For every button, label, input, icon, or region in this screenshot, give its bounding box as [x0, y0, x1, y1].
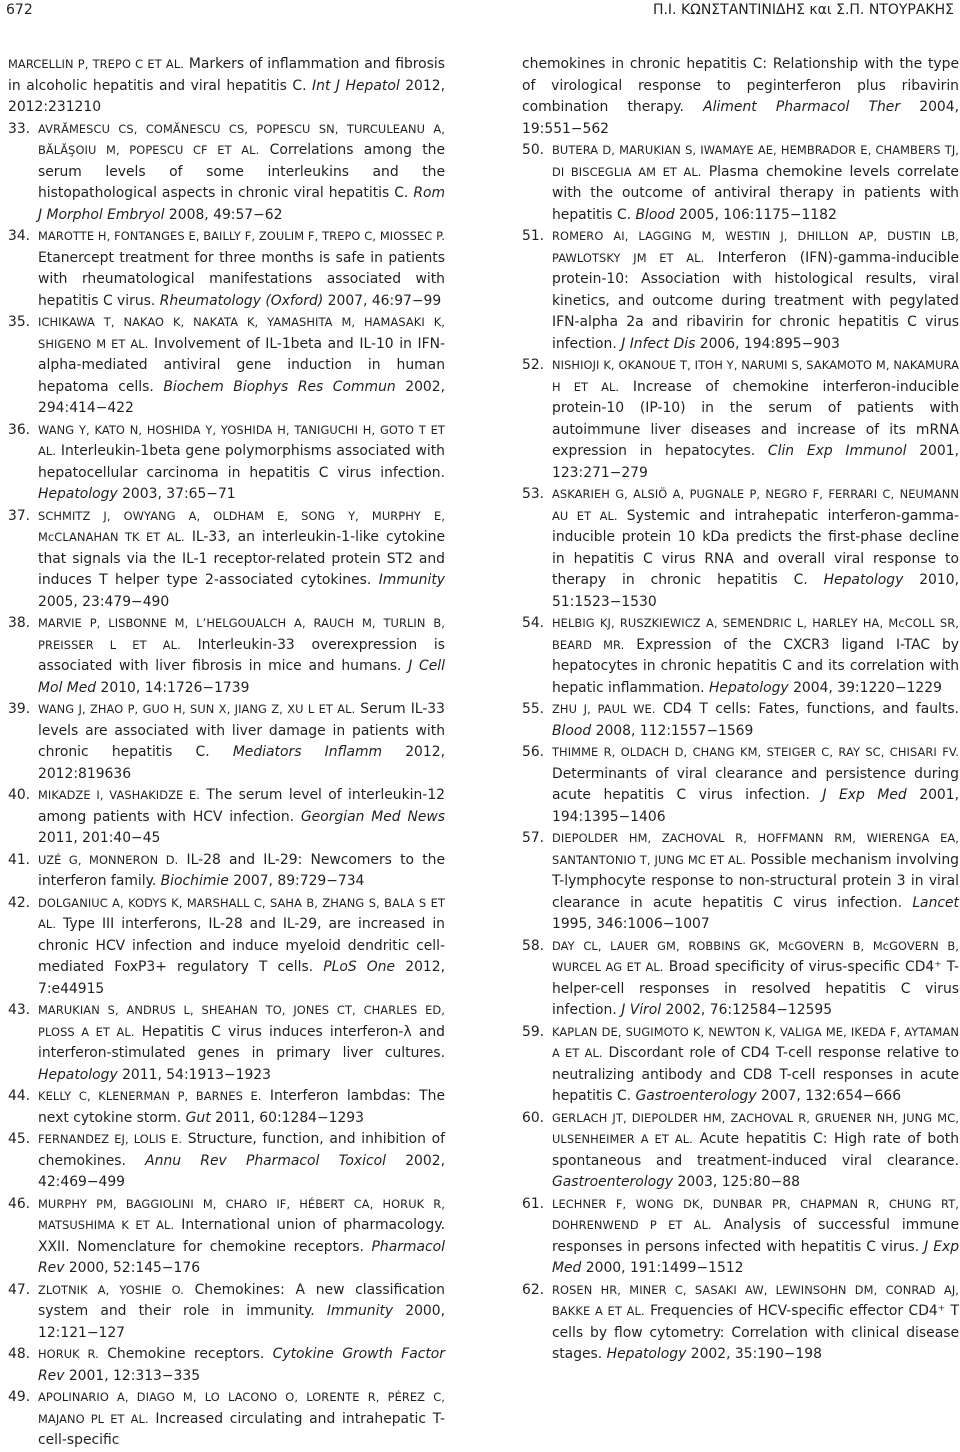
- reference-item: [8, 613, 445, 699]
- reference-number: 57.: [522, 830, 545, 846]
- reference-journal: Int J Hepatol: [312, 77, 400, 94]
- reference-citation: 2002, 294:414−422: [38, 378, 446, 416]
- reference-title: Interferon (IFN)-gamma-inducible protein-10: Association with histological results, viral kinetics, and outcome during treatment with pegylated IFN-alpha 2a and ribavirin for chronic hepatitis C virus infection.: [552, 249, 959, 352]
- reference-number: 44.: [8, 1088, 31, 1104]
- reference-item: [522, 226, 959, 355]
- reference-journal: J Infect Dis: [621, 335, 696, 352]
- reference-item: [8, 850, 445, 893]
- reference-title: Chemokines: A new classification system and their role in immunity.: [38, 1281, 445, 1319]
- reference-item: [522, 355, 959, 484]
- reference-number: 42.: [8, 894, 31, 911]
- reference-citation: 2010, 51:1523−1530: [552, 572, 959, 610]
- reference-title: Interleukin-33 overexpression is associated with liver fibrosis in mice and humans.: [38, 636, 445, 674]
- reference-title: The serum level of interleukin-12 among patients with HCV infection.: [38, 787, 445, 825]
- reference-authors: AVRĂMESCU CS, COMĂNESCU CS, POPESCU SN, TURCULEANU A, BĂLĂŞOIU M, POPESCU CF ET AL.: [38, 121, 445, 157]
- reference-number: 43.: [8, 1002, 31, 1018]
- reference-item: [522, 699, 959, 742]
- reference-number: 55.: [522, 701, 545, 717]
- reference-authors: MURPHY PM, BAGGIOLINI M, CHARO IF, HÉBERT CA, HORUK R, MATSUSHIMA K ET AL.: [38, 1196, 445, 1232]
- reference-title: Involvement of IL-1beta and IL-10 in IFN-alpha-mediated antiviral gene induction in human hepatoma cells.: [38, 335, 445, 395]
- reference-title: Systemic and intrahepatic interferon-gamma-inducible protein 10 kDa predicts the first-phase decline in hepatitis C virus RNA and overall viral response to therapy in chronic hepatitis C.: [552, 507, 960, 588]
- reference-citation: 2000, 52:145−176: [64, 1260, 201, 1276]
- reference-citation: 2004, 39:1220−1229: [788, 679, 942, 696]
- reference-item: [8, 893, 445, 1001]
- reference-number: 34.: [8, 228, 31, 244]
- reference-authors: ZHU J, PAUL WE.: [552, 702, 656, 716]
- reference-authors: APOLINARIO A, DIAGO M, LO LACONO O, LORENTE R, PÉREZ C, MAJANO PL ET AL.: [38, 1390, 445, 1426]
- reference-number: 53.: [522, 486, 545, 502]
- reference-authors: DIEPOLDER HM, ZACHOVAL R, HOFFMANN RM, WIERENGA EA, SANTANTONIO T, JUNG MC ET AL.: [552, 831, 959, 867]
- reference-number: 45.: [8, 1131, 31, 1147]
- reference-journal: Hepatology: [823, 572, 904, 588]
- reference-journal: Gut: [185, 1109, 211, 1126]
- reference-citation: 2011, 54:1913−1923: [117, 1066, 271, 1083]
- reference-title: Acute hepatitis C: High rate of both spontaneous and treatment-induced viral clearance.: [552, 1131, 959, 1169]
- reference-citation: 2002, 76:12584−12595: [661, 1002, 833, 1018]
- reference-citation: 2012, 7:e44915: [38, 959, 445, 997]
- reference-number: 35.: [8, 314, 31, 330]
- reference-item: [522, 54, 959, 140]
- reference-number: 41.: [8, 851, 31, 868]
- reference-number: 52.: [522, 357, 545, 373]
- reference-citation: 2004, 19:551−562: [522, 99, 959, 137]
- reference-item: [8, 1086, 445, 1129]
- reference-citation: 2010, 14:1726−1739: [96, 679, 250, 696]
- reference-item: [522, 1280, 959, 1366]
- reference-number: 51.: [522, 228, 545, 244]
- reference-citation: 2008, 112:1557−1569: [591, 722, 754, 739]
- reference-citation: 2001, 12:313−335: [64, 1367, 201, 1384]
- reference-authors: MARUKIAN S, ANDRUS L, SHEAHAN TO, JONES CT, CHARLES ED, PLOSS A ET AL.: [38, 1003, 445, 1039]
- reference-number: 56.: [522, 744, 545, 760]
- reference-title: Hepatitis C virus induces interferon-λ and interferon-stimulated genes in primary liver cultures.: [38, 1023, 445, 1061]
- reference-citation: 2001, 194:1395−1406: [552, 787, 959, 825]
- reference-journal: Pharmacol Rev: [38, 1238, 445, 1276]
- reference-authors: NISHIOJI K, OKANOUE T, ITOH Y, NARUMI S, SAKAMOTO M, NAKAMURA H ET AL.: [552, 358, 959, 394]
- reference-number: 50.: [522, 142, 545, 158]
- reference-authors: KAPLAN DE, SUGIMOTO K, NEWTON K, VALIGA ME, IKEDA F, AYTAMAN A ET AL.: [552, 1024, 959, 1060]
- reference-authors: MAROTTE H, FONTANGES E, BAILLY F, ZOULIM F, TREPO C, MIOSSEC P.: [38, 229, 445, 243]
- reference-authors: MARCELLIN P, TREPO C ET AL.: [8, 57, 184, 71]
- reference-journal: Aliment Pharmacol Ther: [703, 99, 901, 115]
- reference-number: 61.: [522, 1195, 545, 1212]
- reference-title: Type III interferons, IL-28 and IL-29, are increased in chronic HCV infection and induce myeloid dendritic cell-mediated FoxP3+ regulatory T cells.: [38, 916, 445, 975]
- reference-citation: 2000, 12:121−127: [38, 1303, 445, 1341]
- reference-item: [8, 1194, 445, 1280]
- reference-title: Chemokine receptors.: [98, 1346, 273, 1362]
- reference-citation: 2012, 2012:231210: [8, 77, 445, 115]
- reference-authors: MIKADZE I, VASHAKIDZE E.: [38, 788, 201, 802]
- reference-number: 60.: [522, 1109, 545, 1126]
- reference-authors: ASKARIEH G, ALSIÖ A, PUGNALE P, NEGRO F, FERRARI C, NEUMANN AU ET AL.: [552, 487, 959, 523]
- reference-number: 33.: [8, 120, 31, 137]
- reference-item: [8, 54, 445, 119]
- reference-number: 47.: [8, 1281, 31, 1298]
- reference-title: Correlations among the serum levels of some interleukins and the histopathological aspects in chronic viral hepatitis C.: [38, 142, 445, 201]
- reference-journal: Clin Exp Immunol: [767, 443, 907, 459]
- reference-item: [8, 1344, 445, 1387]
- reference-journal: Gastroenterology: [552, 1174, 674, 1190]
- reference-journal: Cytokine Growth Factor Rev: [38, 1346, 446, 1384]
- reference-number: 49.: [8, 1389, 31, 1405]
- reference-citation: 2002, 42:469−499: [38, 1152, 445, 1190]
- reference-journal: Biochimie: [160, 873, 229, 889]
- reference-authors: FERNANDEZ EJ, LOLIS E.: [38, 1132, 183, 1146]
- reference-authors: HORUK R.: [38, 1347, 99, 1361]
- reference-journal: Blood: [552, 722, 592, 739]
- reference-title: Plasma chemokine levels correlate with the outcome of antiviral therapy in patients with hepatitis C.: [552, 163, 959, 223]
- reference-number: 54.: [522, 615, 545, 631]
- reference-title: Etanercept treatment for three months is safe in patients with rheumatological manifestations associated with hepatitis C virus.: [38, 249, 445, 309]
- reference-citation: 2006, 194:895−903: [695, 335, 840, 352]
- reference-title: chemokines in chronic hepatitis C: Relationship with the type of virological response to peginterferon plus ribavirin combination therapy.: [522, 56, 959, 115]
- reference-authors: KELLY C, KLENERMAN P, BARNES E.: [38, 1089, 262, 1103]
- reference-citation: 2007, 89:729−734: [228, 873, 365, 889]
- reference-item: [522, 936, 959, 1022]
- reference-journal: J Cell Mol Med: [38, 658, 445, 696]
- page-number: 672: [6, 2, 33, 18]
- reference-authors: ROSEN HR, MINER C, SASAKI AW, LEWINSOHN DM, CONRAD AJ, BAKKE A ET AL.: [552, 1282, 959, 1318]
- reference-journal: Gastroenterology: [635, 1088, 757, 1104]
- reference-title: Possible mechanism involving T-lymphocyte response to non-structural protein 3 in viral clearance in acute hepatitis C virus infection.: [552, 851, 959, 911]
- reference-number: 62.: [522, 1281, 545, 1298]
- reference-authors: GERLACH JT, DIEPOLDER HM, ZACHOVAL R, GRUENER NH, JUNG MC, ULSENHEIMER A ET AL.: [552, 1110, 959, 1146]
- reference-item: [8, 785, 445, 850]
- reference-authors: BUTERA D, MARUKIAN S, IWAMAYE AE, HEMBRADOR E, CHAMBERS TJ, DI BISCEGLIA AM ET AL.: [552, 143, 959, 179]
- reference-journal: Mediators Inflamm: [232, 744, 383, 760]
- reference-journal: Immunity: [378, 572, 445, 588]
- reference-journal: Rheumatology (Oxford): [159, 292, 324, 309]
- reference-title: Determinants of viral clearance and persistence during acute hepatitis C virus infection.: [552, 765, 959, 803]
- reference-citation: 2001, 123:271−279: [552, 443, 959, 481]
- reference-citation: 2005, 23:479−490: [38, 593, 170, 610]
- reference-journal: Biochem Biophys Res Commun: [163, 378, 396, 395]
- reference-item: [8, 119, 445, 227]
- reference-citation: 2002, 35:190−198: [686, 1346, 822, 1362]
- reference-item: [522, 1022, 959, 1108]
- reference-citation: 2007, 132:654−666: [756, 1088, 902, 1104]
- reference-number: 48.: [8, 1346, 31, 1362]
- reference-item: [522, 140, 959, 226]
- reference-title: Frequencies of HCV-specific effector CD4⁺ T cells by flow cytometry: Correlation with clinical disease stages.: [552, 1303, 959, 1362]
- reference-authors: MARVIE P, LISBONNE M, L’HELGOUALCH A, RAUCH M, TURLIN B, PREISSER L ET AL.: [38, 616, 445, 652]
- reference-item: [522, 828, 959, 936]
- right-column: [522, 54, 959, 1366]
- reference-authors: ROMERO AI, LAGGING M, WESTIN J, DHILLON AP, DUSTIN LB, PAWLOTSKY JM ET AL.: [552, 229, 959, 265]
- reference-journal: Immunity: [326, 1303, 394, 1319]
- reference-title: Analysis of successful immune responses in persons infected with hepatitis C virus.: [552, 1217, 960, 1255]
- reference-item: [522, 1194, 959, 1280]
- reference-authors: UZÉ G, MONNERON D.: [38, 852, 179, 867]
- reference-item: [8, 1129, 445, 1194]
- left-column: [8, 54, 445, 1452]
- reference-journal: Hepatology: [38, 486, 118, 502]
- reference-item: [522, 742, 959, 828]
- reference-number: 40.: [8, 787, 31, 803]
- reference-title: Serum IL-33 levels are associated with liver damage in patients with chronic hepatitis C.: [38, 701, 445, 760]
- reference-citation: 2000, 191:1499−1512: [581, 1260, 744, 1276]
- reference-journal: Annu Rev Pharmacol Toxicol: [145, 1152, 386, 1169]
- reference-title: Interleukin-1beta gene polymorphisms associated with hepatocellular carcinoma in hepatitis C virus infection.: [38, 443, 445, 481]
- reference-journal: Lancet: [912, 894, 959, 911]
- reference-journal: Georgian Med News: [300, 808, 445, 825]
- reference-citation: 2008, 49:57−62: [164, 206, 283, 223]
- reference-journal: J Exp Med: [552, 1238, 960, 1276]
- reference-title: Increase of chemokine interferon-inducible protein-10 (IP-10) in the serum of patients with autoimmune liver diseases and increase of its mRNA expression in hepatocytes.: [552, 378, 959, 459]
- reference-citation: 2011, 60:1284−1293: [210, 1109, 364, 1126]
- reference-number: 39.: [8, 701, 31, 717]
- reference-title: CD4 T cells: Fates, functions, and faults.: [655, 701, 959, 717]
- reference-title: Structure, function, and inhibition of chemokines.: [38, 1131, 445, 1169]
- reference-journal: Rom J Morphol Embryol: [38, 185, 445, 223]
- reference-authors: WANG J, ZHAO P, GUO H, SUN X, JIANG Z, XU L ET AL.: [38, 702, 356, 716]
- reference-item: [8, 699, 445, 785]
- reference-journal: Blood: [635, 206, 675, 223]
- reference-journal: Hepatology: [708, 679, 789, 696]
- reference-item: [8, 226, 445, 312]
- reference-title: Expression of the CXCR3 ligand I-TAC by hepatocytes in chronic hepatitis C and its correlation with hepatic inflammation.: [552, 636, 959, 696]
- reference-number: 36.: [8, 421, 31, 438]
- reference-title: International union of pharmacology. XXII. Nomenclature for chemokine receptors.: [38, 1217, 445, 1255]
- reference-journal: Hepatology: [38, 1066, 118, 1083]
- reference-item: [522, 484, 959, 613]
- reference-title: Interferon lambdas: The next cytokine storm.: [38, 1088, 445, 1126]
- page-header: [0, 0, 960, 24]
- reference-item: [8, 1387, 445, 1452]
- reference-authors: SCHMITZ J, OWYANG A, OLDHAM E, SONG Y, MURPHY E, McCLANAHAN TK ET AL.: [38, 508, 445, 544]
- reference-title: Increased circulating and intrahepatic T-cell-specific: [38, 1410, 445, 1448]
- reference-journal: J Virol: [621, 1002, 662, 1018]
- reference-journal: J Exp Med: [822, 787, 907, 803]
- reference-citation: 2007, 46:97−99: [323, 292, 442, 309]
- reference-item: [8, 506, 445, 614]
- reference-authors: ZLOTNIK A, YOSHIE O.: [38, 1282, 184, 1297]
- running-head: Π.Ι. ΚΩΝΣΤΑΝΤΙΝΙΔΗΣ και Σ.Π. ΝΤΟΥΡΑΚΗΣ: [652, 2, 954, 18]
- reference-authors: HELBIG KJ, RUSZKIEWICZ A, SEMENDRIC L, HARLEY HA, McCOLL SR, BEARD MR.: [552, 616, 959, 652]
- reference-authors: ICHIKAWA T, NAKAO K, NAKATA K, YAMASHITA M, HAMASAKI K, SHIGENO M ET AL.: [38, 315, 445, 351]
- reference-authors: LECHNER F, WONG DK, DUNBAR PR, CHAPMAN R, CHUNG RT, DOHRENWEND P ET AL.: [552, 1196, 959, 1232]
- reference-number: 38.: [8, 615, 31, 631]
- reference-number: 58.: [522, 937, 545, 954]
- reference-item: [522, 1108, 959, 1194]
- reference-title: Broad specificity of virus-specific CD4⁺ T-helper-cell responses in resolved hepatitis C virus infection.: [552, 959, 959, 1018]
- reference-citation: 2011, 201:40−45: [38, 830, 161, 846]
- reference-authors: DAY CL, LAUER GM, ROBBINS GK, McGOVERN B, McGOVERN B, WURCEL AG ET AL.: [552, 938, 959, 974]
- reference-item: [8, 1000, 445, 1086]
- reference-title: Discordant role of CD4 T-cell response relative to neutralizing antibody and CD8 T-cell responses in acute hepatitis C.: [552, 1045, 959, 1104]
- reference-title: Markers of inflammation and fibrosis in alcoholic hepatitis and viral hepatitis C.: [8, 56, 445, 94]
- reference-authors: WANG Y, KATO N, HOSHIDA Y, YOSHIDA H, TANIGUCHI H, GOTO T ET AL.: [38, 422, 445, 458]
- reference-item: [8, 420, 445, 506]
- reference-number: 37.: [8, 507, 31, 524]
- reference-item: [8, 312, 445, 420]
- reference-title: IL-28 and IL-29: Newcomers to the interferon family.: [38, 851, 445, 889]
- reference-number: 46.: [8, 1195, 31, 1212]
- reference-number: 59.: [522, 1023, 545, 1040]
- reference-item: [522, 613, 959, 699]
- reference-citation: 2003, 125:80−88: [673, 1174, 800, 1190]
- reference-authors: DOLGANIUC A, KODYS K, MARSHALL C, SAHA B, ZHANG S, BALA S ET AL.: [38, 895, 445, 931]
- reference-journal: PLoS One: [323, 959, 396, 975]
- reference-journal: Hepatology: [606, 1346, 687, 1362]
- reference-citation: 1995, 346:1006−1007: [552, 916, 710, 932]
- reference-title: IL-33, an interleukin-1-like cytokine that signals via the IL-1 receptor-related protein ST2 and induces T helper type 2-associated cytokines.: [38, 529, 446, 588]
- reference-citation: 2005, 106:1175−1182: [674, 206, 837, 223]
- reference-item: [8, 1280, 445, 1345]
- reference-citation: 2003, 37:65−71: [117, 486, 236, 502]
- reference-authors: THIMME R, OLDACH D, CHANG KM, STEIGER C, RAY SC, CHISARI FV.: [552, 745, 959, 759]
- reference-citation: 2012, 2012:819636: [38, 744, 445, 782]
